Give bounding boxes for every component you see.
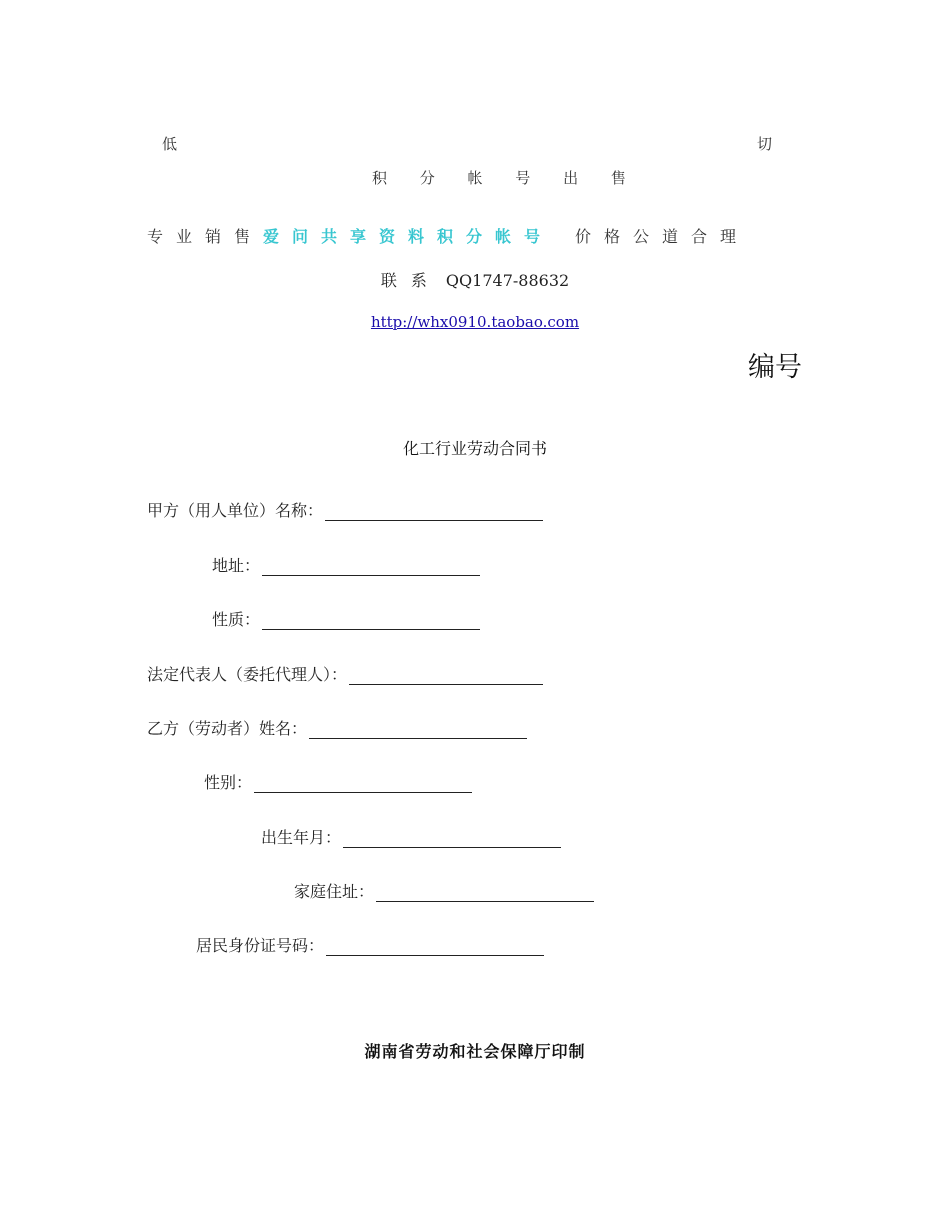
party-a-name-field: [147, 498, 543, 521]
legal-rep-blank[interactable]: [349, 668, 543, 685]
party-b-name-blank[interactable]: [309, 722, 527, 739]
legal-rep-field: [147, 662, 543, 685]
gender-field: [204, 770, 472, 793]
contact-qq: QQ1747-88632: [445, 271, 570, 290]
party-a-name-label: 甲方（用人单位）名称：: [147, 501, 324, 520]
id-number-blank[interactable]: [326, 939, 544, 956]
id-number-field: [196, 933, 544, 956]
document-title: 化工行业劳动合同书: [402, 439, 547, 458]
clipped-header-mid: [372, 169, 640, 192]
address-field: [212, 553, 480, 576]
gender-label: 性别：: [204, 773, 253, 792]
clipped-header-right: 切: [757, 135, 773, 153]
clipped-header-mid-text: 积 分 帐 号 出 售: [372, 169, 640, 187]
birth-field: [261, 825, 561, 848]
home-address-blank[interactable]: [376, 885, 594, 902]
ad-prefix: 专业销售: [147, 227, 264, 246]
party-b-name-label: 乙方（劳动者）姓名：: [147, 719, 308, 738]
shop-link[interactable]: http://whx0910.taobao.com: [370, 313, 580, 331]
footer-publisher: 湖南省劳动和社会保障厅印制: [364, 1042, 586, 1061]
nature-label: 性质：: [212, 610, 261, 629]
nature-field: [212, 607, 480, 630]
clipped-header-left: 低: [162, 135, 178, 153]
ad-suffix: 价格公道合理: [575, 227, 750, 246]
home-address-label: 家庭住址：: [294, 882, 375, 901]
id-number-label: 居民身份证号码：: [196, 936, 325, 955]
home-address-field: [294, 879, 594, 902]
party-b-name-field: [147, 716, 527, 739]
ad-highlight: 爱问共享资料积分帐号: [263, 227, 554, 246]
birth-label: 出生年月：: [261, 828, 342, 847]
ad-line: [147, 224, 749, 247]
gender-blank[interactable]: [254, 776, 472, 793]
birth-blank[interactable]: [343, 831, 561, 848]
doc-number-label: 编号: [748, 352, 802, 383]
nature-blank[interactable]: [262, 613, 480, 630]
address-label: 地址：: [212, 556, 261, 575]
address-blank[interactable]: [262, 559, 480, 576]
party-a-name-blank[interactable]: [325, 504, 543, 521]
contact-label: 联系: [380, 271, 441, 290]
shop-link-row: [0, 313, 950, 331]
legal-rep-label: 法定代表人（委托代理人）：: [147, 665, 348, 684]
contact-line: [0, 268, 950, 291]
